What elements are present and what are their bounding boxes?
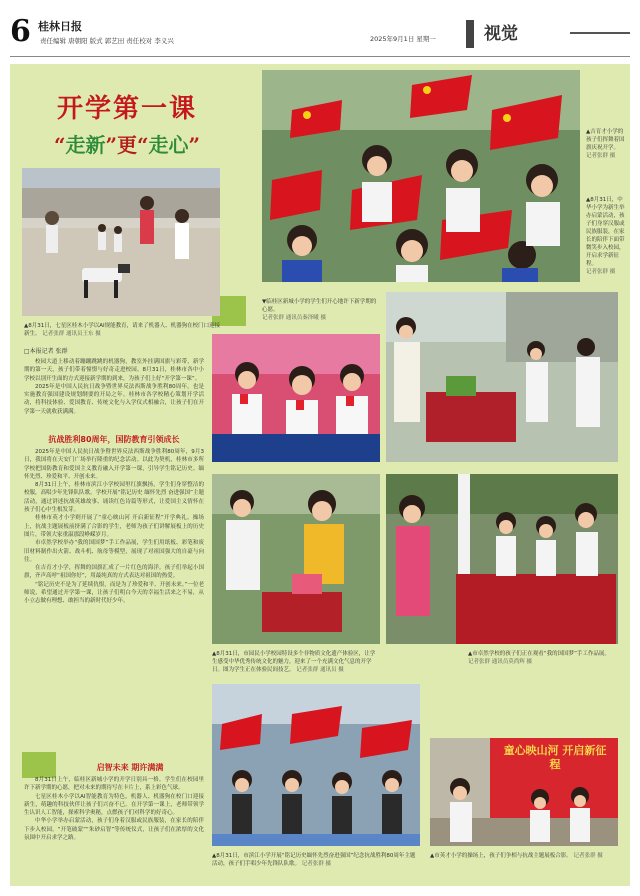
caption-text: ▲8月31日，七星区桂木小学以AI规能教育，请来了机器人、机器狗在校门口迎接新生。 <box>24 323 221 337</box>
caption-credit: 记者张群 通讯员王东 摄 <box>42 331 101 337</box>
caption-text: ▲吉育才小学的孩子们挥舞着国旗庆祝开学。 <box>586 129 625 151</box>
headline-joiner: ”更“ <box>105 133 149 157</box>
caption-rocket <box>468 650 618 666</box>
subhead-defense: 抗战胜利80周年，国防教育引领成长 <box>48 435 180 444</box>
caption-flags-bottom <box>212 852 420 868</box>
photo-theme-board <box>430 738 618 846</box>
paragraph: 校园大道上移动着蹦蹦跳跳的机器狗，教室外挂满国旗与彩带，新学期的第一天，孩子们带着憧憬与好奇走进校园。8月31日，桂林市各中小学校以别开生面的方式迎接新学期的到来，为孩子们上好“开学第一课”。 <box>24 359 204 382</box>
caption-text: ▲8月31日，中华小学为新生举办启蒙活动，孩子们身穿汉服或民族服装，在家长的陪伴下面带微笑步入校园，开启求学新征程。 <box>586 197 625 267</box>
caption-heritage <box>212 650 380 674</box>
paper-name: 桂林日报 <box>38 20 82 33</box>
photo-rocket-models <box>386 474 618 644</box>
section-title: 视觉 <box>466 20 566 48</box>
date-line: 2025年9月1日 星期一 <box>370 35 436 43</box>
paragraph: 中华小学举办启蒙活动，孩子们身着汉服或民族服装，在家长的陪伴下步入校园。“开笔破蒙”“朱砂启智”等传统仪式，让孩子们在浓厚的文化氛围中开启求学之路。 <box>24 818 204 842</box>
paragraph: 桂林市英才小学则开展了“童心映山河 开启新征程”开学典礼。操场上，抗战主题展板前挤满了合影的学生，老师为孩子们讲解展板上的历史图片，带领大家重温那段峥嵘岁月。 <box>24 515 204 538</box>
page-number: 6 <box>10 14 31 49</box>
caption-credit: 记者张群 摄 <box>586 269 616 275</box>
photo-robot-dog <box>22 168 220 316</box>
photo-heritage-crafts <box>212 474 380 644</box>
photo-balloons <box>212 334 380 462</box>
byline: □本报记者 张群 <box>24 348 68 355</box>
article-body-2 <box>24 776 204 880</box>
paragraph: 市卓然学校举办“我的国国梦”手工作品展，学生们用纸板、彩笔和废旧材料制作出火箭、战斗机、航母等模型，展现了对祖国强大的自豪与向往。 <box>24 540 204 563</box>
paragraph: 8月31日上午，临桂区新城小学的开学日别具一格。学生们在校园里许下新学期的心愿，把对未来的期待写在卡片上，系上彩色气球。 <box>24 777 204 792</box>
caption-credit: 记者张群 通讯员 摄 <box>296 667 344 673</box>
caption-text: ▲市卓然学校的孩子们正在观看“我的国国梦”手工作品展。 <box>468 651 610 657</box>
caption-text: ▲8月31日，市园民小学校园特设多个非物质文化遗产体验区，让学生感受中华优秀传统文化的魅力，迎来了一个充满文化气息的开学日。图为学生正在体验民间技艺。 <box>212 651 376 673</box>
paragraph: 七星区桂木小学以AI智能教育为特色，机器人、机器狗在校门口迎接新生，萌趣的科技伙伴让孩子们兴奋不已。在开学第一课上，老师带领学生认识人工智能，探索科学奥秘，点燃孩子们对科学的好奇心。 <box>24 793 204 817</box>
quote-mark: ” <box>188 133 201 157</box>
staff-line: 责任编辑 唐朝阳 版式 郭艺田 责任校对 李义兴 <box>40 37 174 45</box>
top-rule <box>10 56 630 57</box>
caption-robot-dog <box>24 322 222 338</box>
paragraph: 2025年是中国人民抗日战争暨世界反法西斯战争胜利80周年，9月3日，我国将在天安门广场举行隆重的纪念活动。以此为契机，桂林市多所学校把国防教育和爱国主义教育融入开学第一课，引导学生铭记历史、缅怀先烈、珍爱和平、开创未来。 <box>24 449 204 480</box>
caption-credit: 记者张群 通讯员莫尚辉 摄 <box>468 659 532 665</box>
caption-flags-right <box>586 128 626 160</box>
caption-board <box>430 852 618 860</box>
quote-mark: “ <box>53 133 66 157</box>
paragraph: 在吉育才小学，挥舞的国旗汇成了一片红色的海洋。孩子们举起小国旗，齐声高呼“祖国你好”，用最纯真的方式表达对祖国的热爱。 <box>24 565 204 580</box>
caption-credit: 记者张群 摄 <box>301 861 332 867</box>
headline-word-heart: 走心 <box>148 133 189 157</box>
photo-flags-bottom <box>212 684 420 846</box>
caption-zhonghua <box>586 196 626 276</box>
photo-heritage-booth <box>386 292 618 462</box>
headline-word-new: 走新 <box>65 133 106 157</box>
paragraph: 2025年是中国人民抗日战争暨世界反法西斯战争胜利80周年，也是实施教育强国建设规划纲要的开局之年。桂林市各学校精心策划开学活动，将科技体验、爱国教育、传统文化与入学仪式相融合，让孩子们在开学第一天就收获满满。 <box>24 383 204 415</box>
caption-balloon <box>262 298 380 322</box>
caption-text: ▲8月31日，市滨江小学开展“铭记历史缅怀先烈奋进强国”纪念抗战胜利80周年主题活动，孩子们手唱少年先锋队队歌。 <box>212 853 416 867</box>
photo-flags-right <box>262 70 580 282</box>
caption-credit: 记者张群 摄 <box>586 153 616 159</box>
article-body-1 <box>24 448 204 756</box>
headline-line2 <box>22 129 232 158</box>
paragraph: “铭记历史不是为了延续仇恨，而是为了珍爱和平、开创未来。”一位老师说，希望通过开学第一课，让孩子们明白今天的幸福生活来之不易，从小立志做有理想、敢担当的新时代好少年。 <box>24 581 204 605</box>
section-rule <box>570 32 630 34</box>
subhead-future: 启智未来 期许满满 <box>96 763 164 772</box>
headline <box>22 88 232 158</box>
board-slogan: 童心映山河 开启新征程 <box>503 744 607 771</box>
headline-line1: 开学第一课 <box>56 94 197 124</box>
masthead <box>10 10 630 56</box>
article-intro <box>24 358 204 430</box>
caption-credit: 记者张群 通讯员秦泽曦 摄 <box>262 315 326 321</box>
paragraph: 8月31日上午，桂林市滨江小学校园里红旗飘扬，学生们身穿整洁的校服，高唱少年先锋队队歌。学校开展“铭记历史 缅怀先烈 奋进强国”主题活动，通过讲述抗战英雄故事、诵读红色诗篇等形式，让爱国主义情怀在孩子们心中生根发芽。 <box>24 482 204 514</box>
caption-text: ▼临桂区新城小学的学生们开心地许下新学期的心愿。 <box>262 299 377 313</box>
caption-credit: 记者张群 摄 <box>573 853 603 859</box>
caption-text: ▲市英才小学的操场上，孩子们争相与抗战主题展板合影。 <box>430 853 572 859</box>
